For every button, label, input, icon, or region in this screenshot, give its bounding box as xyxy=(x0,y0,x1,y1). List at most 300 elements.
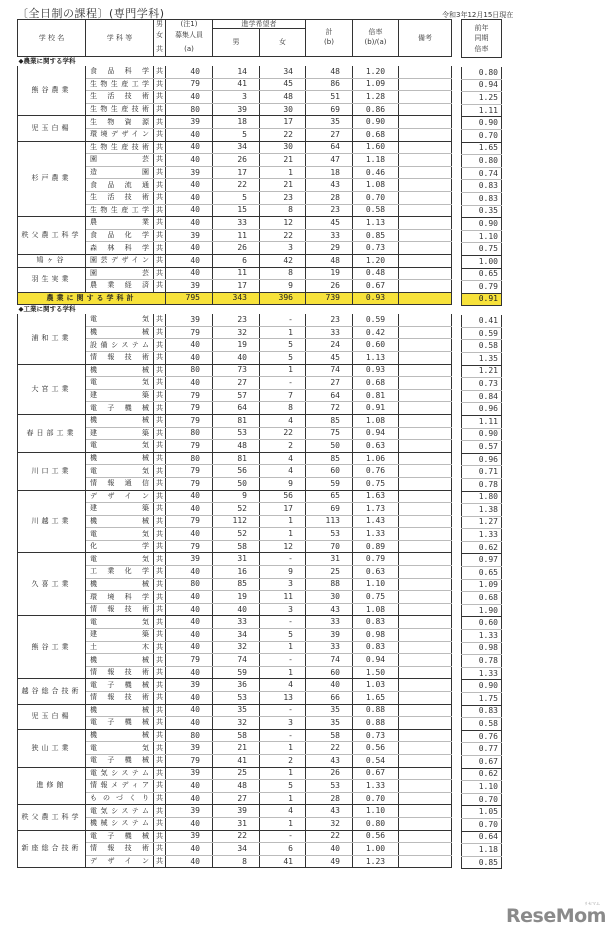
capacity-value: 80 xyxy=(166,452,213,465)
capacity-value: 40 xyxy=(166,351,213,364)
male-value: 11 xyxy=(213,229,260,242)
prev-rate-value: 1.21 xyxy=(462,365,502,378)
prev-rate-value: 0.58 xyxy=(462,718,502,731)
total-value: 53 xyxy=(306,528,353,541)
male-value: 39 xyxy=(213,805,260,818)
male-value: 52 xyxy=(213,503,260,516)
female-value: 17 xyxy=(260,503,306,516)
capacity-value: 40 xyxy=(166,191,213,204)
remarks-value xyxy=(399,704,452,717)
header-capacity: 募集人員 xyxy=(166,29,213,43)
header-rate-label: 倍率 xyxy=(368,28,383,37)
male-value: 48 xyxy=(213,440,260,453)
total-value: 58 xyxy=(306,729,353,742)
female-value: - xyxy=(260,314,306,326)
school-name: 新座総合技術 xyxy=(18,830,86,868)
male-value: 48 xyxy=(213,780,260,793)
coed-flag: 共 xyxy=(154,154,166,167)
capacity-value: 40 xyxy=(166,254,213,267)
total-total: 739 xyxy=(306,292,353,305)
department-name: 農業 xyxy=(86,217,154,230)
remarks-value xyxy=(399,515,452,528)
female-value: 3 xyxy=(260,242,306,255)
section-header-spacer xyxy=(462,58,502,68)
total-value: 47 xyxy=(306,154,353,167)
total-female: 396 xyxy=(260,292,306,305)
remarks-value xyxy=(399,780,452,793)
prev-rate-row xyxy=(462,281,502,294)
rate-value: 1.13 xyxy=(353,217,399,230)
prev-rate-row xyxy=(462,541,502,554)
header-applicants-group: 進学希望者 xyxy=(213,20,306,29)
coed-flag: 共 xyxy=(154,805,166,818)
prev-rate-value: 0.58 xyxy=(462,340,502,353)
prev-rate-row xyxy=(462,856,502,869)
female-value: 6 xyxy=(260,843,306,856)
remarks-value xyxy=(399,566,452,579)
prev-rate-row xyxy=(462,415,502,428)
school-name: 熊谷農業 xyxy=(18,66,86,116)
table-row xyxy=(18,830,452,843)
rate-value: 1.09 xyxy=(353,78,399,91)
male-value: 22 xyxy=(213,830,260,843)
department-name: 電気 xyxy=(86,377,154,390)
male-value: 53 xyxy=(213,427,260,440)
department-name: 化学 xyxy=(86,540,154,553)
male-value: 14 xyxy=(213,66,260,78)
prev-rate-row xyxy=(462,554,502,567)
header-sex-1: 男 xyxy=(154,20,166,29)
male-value: 57 xyxy=(213,389,260,402)
prev-rate-value: 0.57 xyxy=(462,441,502,454)
coed-flag: 共 xyxy=(154,616,166,629)
header-total-label: 計 xyxy=(325,28,333,37)
prev-rate-value: 0.90 xyxy=(462,680,502,693)
remarks-value xyxy=(399,679,452,692)
prev-rate-value: 0.90 xyxy=(462,117,502,130)
coed-flag: 共 xyxy=(154,229,166,242)
prev-rate-row xyxy=(462,630,502,643)
total-value: 35 xyxy=(306,704,353,717)
prev-rate-row xyxy=(462,129,502,142)
department-name: 電気システム xyxy=(86,767,154,780)
department-name: 電気 xyxy=(86,553,154,566)
coed-flag: 共 xyxy=(154,515,166,528)
female-value: 1 xyxy=(260,166,306,179)
prev-rate-value: 0.74 xyxy=(462,167,502,180)
remarks-value xyxy=(399,540,452,553)
total-value: 33 xyxy=(306,229,353,242)
female-value: 3 xyxy=(260,578,306,591)
capacity-value: 40 xyxy=(166,792,213,805)
female-value: 42 xyxy=(260,254,306,267)
department-name: ものづくり xyxy=(86,792,154,805)
remarks-value xyxy=(399,641,452,654)
rate-value: 0.75 xyxy=(353,591,399,604)
department-name: 情報通信 xyxy=(86,477,154,490)
capacity-value: 79 xyxy=(166,402,213,415)
prev-total-row xyxy=(462,293,502,306)
school-name: 杉戸農業 xyxy=(18,141,86,217)
rate-value: 1.08 xyxy=(353,414,399,427)
remarks-value xyxy=(399,91,452,104)
table-row xyxy=(18,452,452,465)
department-name: 園芸 xyxy=(86,267,154,280)
table-row xyxy=(18,553,452,566)
school-name: 大宮工業 xyxy=(18,364,86,414)
prev-rate-row xyxy=(462,428,502,441)
total-value: 45 xyxy=(306,217,353,230)
header-prev-rate xyxy=(462,20,502,58)
department-name: 機械 xyxy=(86,578,154,591)
rate-value: 1.08 xyxy=(353,603,399,616)
table-row xyxy=(18,364,452,377)
remarks-value xyxy=(399,141,452,154)
female-value: - xyxy=(260,553,306,566)
female-value: 5 xyxy=(260,339,306,352)
remarks-value xyxy=(399,767,452,780)
total-value: 18 xyxy=(306,166,353,179)
female-value: 1 xyxy=(260,767,306,780)
total-value: 74 xyxy=(306,654,353,667)
department-name: 生物生産工学 xyxy=(86,204,154,217)
total-value: 22 xyxy=(306,742,353,755)
total-value: 50 xyxy=(306,440,353,453)
coed-flag: 共 xyxy=(154,855,166,868)
remarks-value xyxy=(399,103,452,116)
remarks-value xyxy=(399,692,452,705)
coed-flag: 共 xyxy=(154,641,166,654)
prev-rate-row xyxy=(462,730,502,743)
section-label: ◆工業に関する学科 xyxy=(18,305,76,314)
capacity-value: 80 xyxy=(166,578,213,591)
prev-rate-value: 0.90 xyxy=(462,428,502,441)
rate-value: 1.20 xyxy=(353,254,399,267)
rate-value: 0.58 xyxy=(353,204,399,217)
coed-flag: 共 xyxy=(154,692,166,705)
female-value: 9 xyxy=(260,280,306,293)
header-department: 学 科 等 xyxy=(86,20,154,57)
prev-rate-row xyxy=(462,818,502,831)
male-value: 26 xyxy=(213,242,260,255)
rate-value: 0.42 xyxy=(353,326,399,339)
male-value: 8 xyxy=(213,855,260,868)
total-value: 53 xyxy=(306,780,353,793)
total-male: 343 xyxy=(213,292,260,305)
application-table xyxy=(17,19,452,868)
male-value: 32 xyxy=(213,326,260,339)
coed-flag: 共 xyxy=(154,578,166,591)
capacity-value: 40 xyxy=(166,591,213,604)
department-name: 電気システム xyxy=(86,805,154,818)
prev-rate-value: 1.90 xyxy=(462,604,502,617)
total-value: 69 xyxy=(306,503,353,516)
remarks-value xyxy=(399,629,452,642)
female-value: 1 xyxy=(260,666,306,679)
prev-rate-row xyxy=(462,441,502,454)
remarks-value xyxy=(399,280,452,293)
male-value: 52 xyxy=(213,528,260,541)
total-remarks xyxy=(399,292,452,305)
department-name: デザイン xyxy=(86,855,154,868)
total-value: 28 xyxy=(306,792,353,805)
coed-flag: 共 xyxy=(154,603,166,616)
capacity-value: 39 xyxy=(166,229,213,242)
coed-flag: 共 xyxy=(154,704,166,717)
total-value: 26 xyxy=(306,767,353,780)
capacity-value: 40 xyxy=(166,603,213,616)
resemom-logo: ReseMom xyxy=(506,905,606,927)
total-value: 27 xyxy=(306,377,353,390)
prev-rate-value: 0.85 xyxy=(462,856,502,869)
male-value: 74 xyxy=(213,654,260,667)
female-value: 41 xyxy=(260,855,306,868)
coed-flag: 共 xyxy=(154,817,166,830)
remarks-value xyxy=(399,792,452,805)
header-remarks: 備考 xyxy=(399,20,452,57)
rate-value: 1.60 xyxy=(353,141,399,154)
male-value: 34 xyxy=(213,629,260,642)
male-value: 85 xyxy=(213,578,260,591)
prev-rate-value: 0.77 xyxy=(462,743,502,756)
prev-rate-value: 1.35 xyxy=(462,352,502,365)
coed-flag: 共 xyxy=(154,792,166,805)
female-value: 48 xyxy=(260,91,306,104)
male-value: 59 xyxy=(213,666,260,679)
prev-rate-row xyxy=(462,831,502,844)
header-prev-rate-2: 同期 xyxy=(474,34,489,43)
rate-value: 0.54 xyxy=(353,754,399,767)
prev-rate-value: 1.10 xyxy=(462,781,502,794)
total-value: 60 xyxy=(306,666,353,679)
prev-rate-row xyxy=(462,352,502,365)
total-value: 74 xyxy=(306,364,353,377)
section-total-row xyxy=(18,292,452,305)
prev-rate-row xyxy=(462,268,502,281)
department-name: 生物生産技術 xyxy=(86,141,154,154)
female-value: 4 xyxy=(260,452,306,465)
female-value: 1 xyxy=(260,364,306,377)
male-value: 81 xyxy=(213,414,260,427)
rate-value: 0.75 xyxy=(353,477,399,490)
coed-flag: 共 xyxy=(154,679,166,692)
total-value: 26 xyxy=(306,280,353,293)
prev-rate-value: 0.97 xyxy=(462,554,502,567)
coed-flag: 共 xyxy=(154,528,166,541)
as-of-date: 令和3年12月15日現在 xyxy=(442,11,514,19)
department-name: 造園 xyxy=(86,166,154,179)
spacer xyxy=(462,306,502,316)
coed-flag: 共 xyxy=(154,191,166,204)
capacity-value: 40 xyxy=(166,217,213,230)
female-value: 3 xyxy=(260,717,306,730)
school-name: 羽生実業 xyxy=(18,267,86,292)
header-female: 女 xyxy=(260,29,306,57)
prev-rate-row xyxy=(462,655,502,668)
remarks-value xyxy=(399,314,452,326)
prev-rate-row xyxy=(462,180,502,193)
capacity-value: 40 xyxy=(166,377,213,390)
prev-rate-value: 1.65 xyxy=(462,142,502,155)
rate-value: 0.85 xyxy=(353,229,399,242)
prev-rate-row xyxy=(462,806,502,819)
coed-flag: 共 xyxy=(154,351,166,364)
coed-flag: 共 xyxy=(154,389,166,402)
prev-rate-row xyxy=(462,579,502,592)
rate-value: 0.56 xyxy=(353,742,399,755)
female-value: 1 xyxy=(260,515,306,528)
total-value: 33 xyxy=(306,326,353,339)
male-value: 33 xyxy=(213,217,260,230)
capacity-value: 40 xyxy=(166,704,213,717)
prev-rate-value: 0.79 xyxy=(462,281,502,294)
female-value: 4 xyxy=(260,465,306,478)
coed-flag: 共 xyxy=(154,254,166,267)
prev-rate-row xyxy=(462,390,502,403)
total-value: 35 xyxy=(306,717,353,730)
department-name: 園芸デザイン xyxy=(86,254,154,267)
prev-rate-value: 1.10 xyxy=(462,230,502,243)
department-name: 設備システム xyxy=(86,339,154,352)
prev-rate-value: 0.64 xyxy=(462,831,502,844)
rate-value: 0.90 xyxy=(353,116,399,129)
department-name: 環境デザイン xyxy=(86,128,154,141)
department-name: 生物資源 xyxy=(86,116,154,129)
total-value: 66 xyxy=(306,692,353,705)
total-label: 農業に関する学科計 xyxy=(18,292,166,305)
male-value: 33 xyxy=(213,616,260,629)
table-row xyxy=(18,767,452,780)
prev-rate-row xyxy=(462,718,502,731)
prev-rate-row xyxy=(462,218,502,231)
female-value: 56 xyxy=(260,490,306,503)
table-row xyxy=(18,116,452,129)
coed-flag: 共 xyxy=(154,217,166,230)
remarks-value xyxy=(399,843,452,856)
capacity-value: 80 xyxy=(166,103,213,116)
female-value: 45 xyxy=(260,78,306,91)
female-value: 22 xyxy=(260,128,306,141)
total-value: 25 xyxy=(306,566,353,579)
female-value: - xyxy=(260,729,306,742)
department-name: 電気 xyxy=(86,742,154,755)
prev-rate-row xyxy=(462,230,502,243)
remarks-value xyxy=(399,440,452,453)
department-name: 食品流通 xyxy=(86,179,154,192)
female-value: 5 xyxy=(260,780,306,793)
capacity-value: 79 xyxy=(166,477,213,490)
capacity-value: 40 xyxy=(166,267,213,280)
rate-value: 0.91 xyxy=(353,402,399,415)
prev-rate-value: 0.65 xyxy=(462,268,502,281)
remarks-value xyxy=(399,339,452,352)
department-name: 建築 xyxy=(86,503,154,516)
prev-rate-value: 1.80 xyxy=(462,491,502,504)
department-name: 情報技術 xyxy=(86,603,154,616)
rate-value: 1.10 xyxy=(353,578,399,591)
prev-rate-value: 1.11 xyxy=(462,415,502,428)
prev-rate-row xyxy=(462,642,502,655)
table-row xyxy=(18,314,452,326)
total-value: 43 xyxy=(306,179,353,192)
rate-value: 0.76 xyxy=(353,465,399,478)
female-value: - xyxy=(260,830,306,843)
remarks-value xyxy=(399,654,452,667)
total-value: 43 xyxy=(306,805,353,818)
capacity-value: 39 xyxy=(166,166,213,179)
female-value: - xyxy=(260,377,306,390)
capacity-value: 40 xyxy=(166,128,213,141)
prev-rate-row xyxy=(462,567,502,580)
school-name: 狭山工業 xyxy=(18,729,86,767)
coed-flag: 共 xyxy=(154,141,166,154)
total-value: 33 xyxy=(306,641,353,654)
remarks-value xyxy=(399,616,452,629)
male-value: 31 xyxy=(213,817,260,830)
department-name: 電子機械 xyxy=(86,754,154,767)
female-value: 12 xyxy=(260,540,306,553)
prev-rate-value: 1.09 xyxy=(462,579,502,592)
coed-flag: 共 xyxy=(154,377,166,390)
department-name: 機械 xyxy=(86,704,154,717)
coed-flag: 共 xyxy=(154,66,166,78)
prev-rate-row xyxy=(462,504,502,517)
prev-rate-value: 0.96 xyxy=(462,403,502,416)
rate-value: 0.68 xyxy=(353,377,399,390)
male-value: 32 xyxy=(213,641,260,654)
department-name: 電気 xyxy=(86,440,154,453)
remarks-value xyxy=(399,179,452,192)
capacity-value: 40 xyxy=(166,91,213,104)
coed-flag: 共 xyxy=(154,843,166,856)
capacity-value: 39 xyxy=(166,116,213,129)
rate-value: 0.63 xyxy=(353,440,399,453)
prev-rate-value: 0.98 xyxy=(462,642,502,655)
prev-rate-value: 0.62 xyxy=(462,541,502,554)
female-value: 30 xyxy=(260,141,306,154)
rate-value: 0.73 xyxy=(353,729,399,742)
capacity-value: 40 xyxy=(166,855,213,868)
remarks-value xyxy=(399,402,452,415)
capacity-value: 39 xyxy=(166,280,213,293)
capacity-value: 40 xyxy=(166,141,213,154)
table-row xyxy=(18,141,452,154)
rate-value: 0.70 xyxy=(353,191,399,204)
remarks-value xyxy=(399,389,452,402)
prev-rate-value: 1.33 xyxy=(462,630,502,643)
department-name: 機械 xyxy=(86,654,154,667)
female-value: 30 xyxy=(260,103,306,116)
coed-flag: 共 xyxy=(154,477,166,490)
remarks-value xyxy=(399,326,452,339)
rate-value: 1.33 xyxy=(353,780,399,793)
remarks-value xyxy=(399,465,452,478)
capacity-value: 40 xyxy=(166,641,213,654)
rate-value: 0.83 xyxy=(353,641,399,654)
prev-rate-value: 0.41 xyxy=(462,315,502,327)
male-value: 39 xyxy=(213,103,260,116)
department-name: 環境科学 xyxy=(86,591,154,604)
total-value: 48 xyxy=(306,254,353,267)
total-value: 24 xyxy=(306,339,353,352)
coed-flag: 共 xyxy=(154,314,166,326)
male-value: 26 xyxy=(213,154,260,167)
remarks-value xyxy=(399,578,452,591)
female-value: 9 xyxy=(260,477,306,490)
rate-value: 0.68 xyxy=(353,128,399,141)
total-value: 43 xyxy=(306,603,353,616)
male-value: 15 xyxy=(213,204,260,217)
